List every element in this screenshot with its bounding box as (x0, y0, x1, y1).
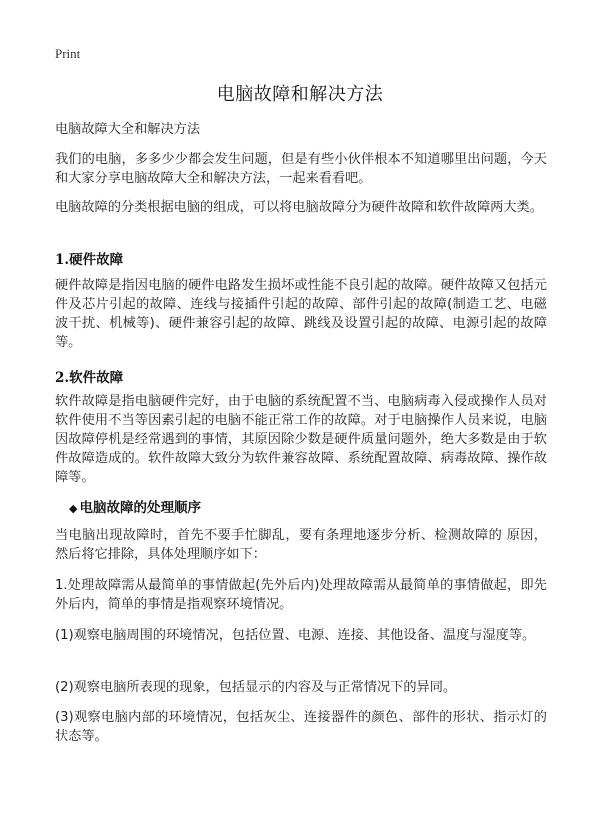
software-paragraph: 软件故障是指电脑硬件完好，由于电脑的系统配置不当、电脑病毒入侵或操作人员对软件使用不当等因素引起的电脑不能正常工作的故障。对于电脑操作人员来说，电脑因故障停机是经常遇到的事情，其原因除少数是硬件质量问题外，绝大多数是由于软件故障造成的。软件故障大致分为软件兼容故障、系统配置故障、病毒故障、操作故障等。 (55, 394, 547, 485)
subtitle: 电脑故障大全和解决方法 (55, 122, 201, 137)
section-heading-hardware: 1.硬件故障 (55, 252, 124, 268)
list-item: (3)观察电脑内部的环境情况，包括灰尘、连接器件的颜色、部件的形状、指示灯的状态等。 (55, 710, 547, 744)
step-1-paragraph: 1.处理故障需从最简单的事情做起(先外后内)处理故障需从最简单的事情做起，即先外后内，简单的事情是指观察环境情况。 (55, 578, 547, 612)
section-heading-procedure-label: 电脑故障的处理顺序 (79, 500, 201, 516)
diamond-bullet-icon: ◆ (69, 502, 78, 515)
intro-paragraph: 我们的电脑，多多少少都会发生问题，但是有些小伙伴根本不知道哪里出问题，今天和大家分享电脑故障大全和解决方法，一起来看看吧。 (55, 152, 547, 186)
document-title: 电脑故障和解决方法 (216, 84, 384, 105)
section-heading-procedure (69, 496, 201, 516)
print-link[interactable]: Print (55, 46, 81, 61)
list-item: (2)观察电脑所表现的现象，包括显示的内容及与正常情况下的异同。 (55, 680, 457, 695)
list-item: (1)观察电脑周围的环境情况，包括位置、电源、连接、其他设备、温度与湿度等。 (55, 628, 536, 643)
section-heading-software: 2.软件故障 (55, 370, 124, 386)
procedure-intro-paragraph: 当电脑出现故障时，首先不要手忙脚乱，要有条理地逐步分析、检测故障的 原因，然后将它排除，具体处理顺序如下： (55, 528, 547, 562)
classification-paragraph: 电脑故障的分类根据电脑的组成，可以将电脑故障分为硬件故障和软件故障两大类。 (55, 200, 543, 215)
hardware-paragraph: 硬件故障是指因电脑的硬件电路发生损坏或性能不良引起的故障。硬件故障又包括元件及芯片引起的故障、连线与接插件引起的故障、部件引起的故障(制造工艺、电磁波干扰、机械等)、硬件兼容引起的故障、跳线及设置引起的故障、电源引起的故障等。 (55, 278, 547, 350)
